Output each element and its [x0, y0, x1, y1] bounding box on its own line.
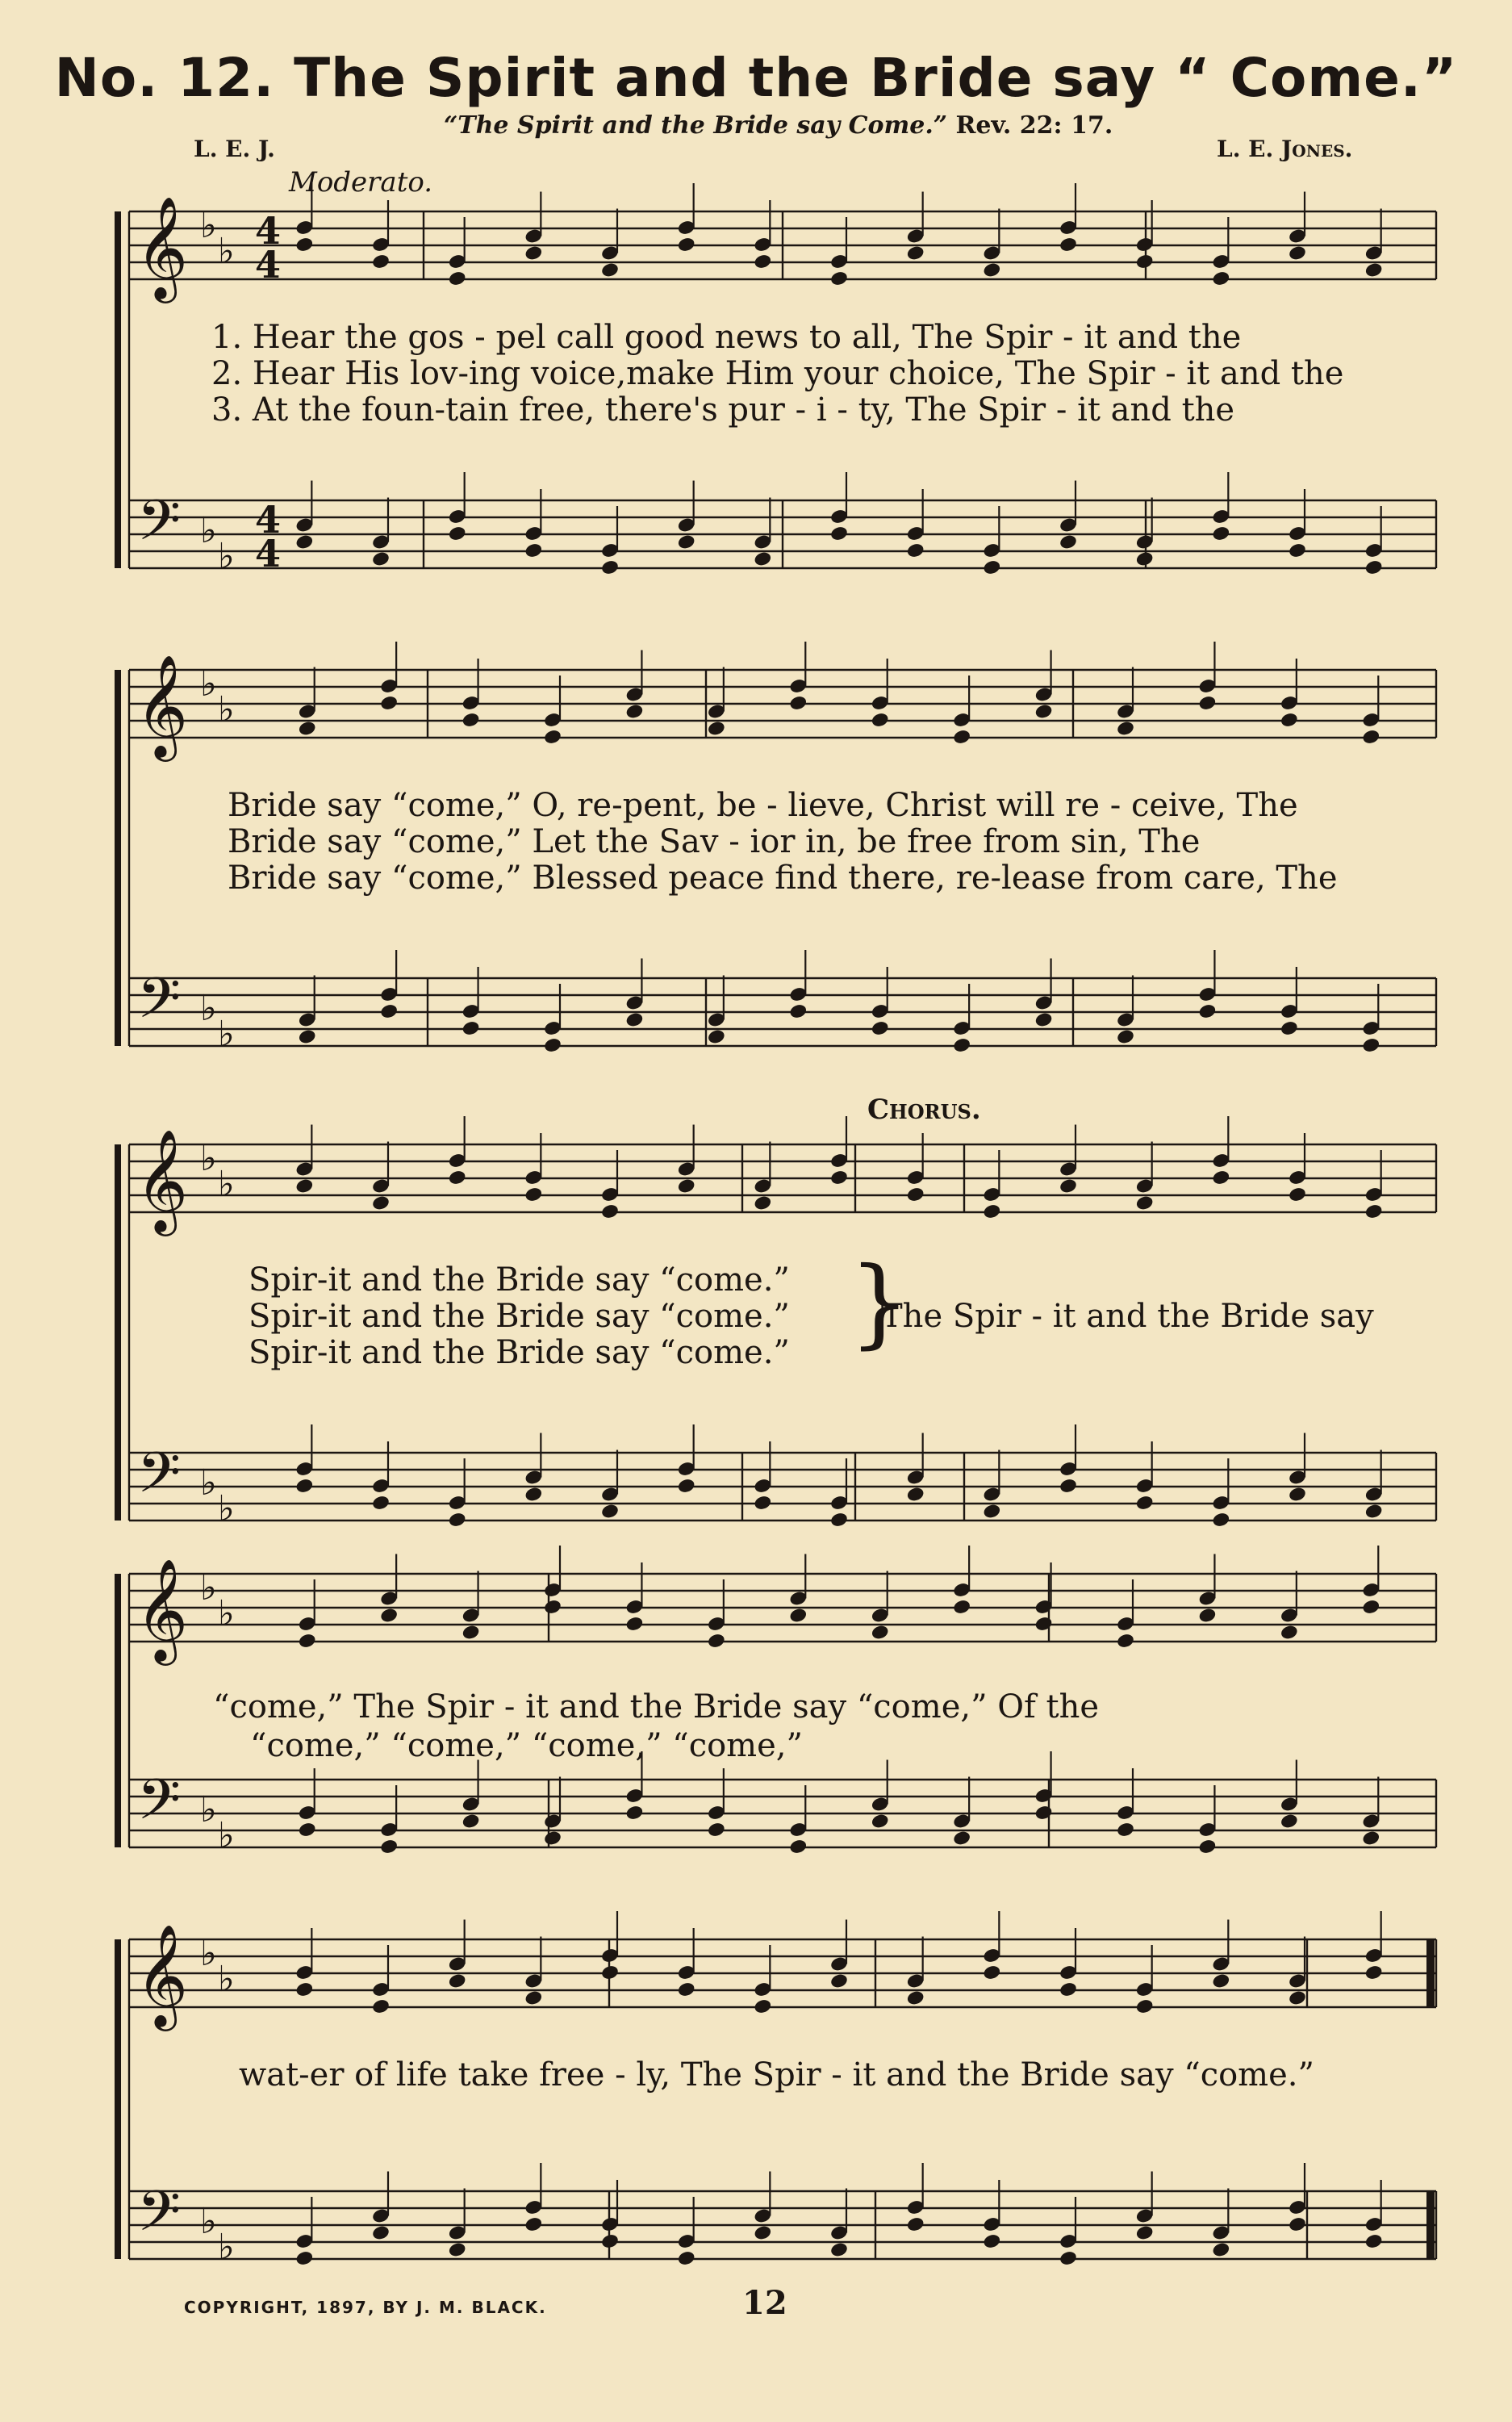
system-1-bass-note	[1211, 525, 1230, 542]
system-2-flat-sign: ♭	[200, 988, 217, 1029]
system-4-treble-note	[624, 1616, 644, 1633]
system-5-treble-note	[906, 1989, 925, 2006]
system-5-bass-note	[829, 2241, 849, 2258]
system-5-bass-note	[1135, 2224, 1155, 2241]
system-5-treble-note	[1211, 1972, 1230, 1989]
lyric-verse-2: Bride say “come,” Let the Sav - ior in, be free from sin, The	[228, 823, 1201, 860]
system-1-flat-sign: ♭	[218, 231, 235, 272]
system-1-treble-note	[1059, 236, 1078, 253]
system-5-bass-note	[1211, 2241, 1230, 2258]
system-3-treble-clef: 𝄞	[136, 1128, 189, 1232]
system-1-treble-note	[753, 253, 772, 270]
system-3-treble-note	[1364, 1203, 1384, 1220]
lyric-verse-3: Bride say “come,” Blessed peace find there, re-lease from care, The	[228, 860, 1338, 897]
system-2-treble-note	[1116, 720, 1135, 737]
system-3-treble-note	[294, 1178, 314, 1194]
system-3-treble-note	[448, 1169, 467, 1186]
system-3-bass-note	[371, 1495, 391, 1512]
system-2-flat-sign: ♭	[218, 1014, 235, 1055]
system-3-treble-note	[982, 1203, 1001, 1220]
chorus-lyric: The Spir - it and the Bride say	[881, 1298, 1374, 1335]
system-1-flat-sign: ♭	[200, 510, 217, 551]
system-3-treble-note	[677, 1178, 696, 1194]
system-4-treble-note	[1280, 1624, 1299, 1641]
system-4-bass-note	[707, 1822, 726, 1838]
system-2-bass-note	[1034, 1011, 1054, 1028]
system-1-treble-note	[677, 236, 696, 253]
scripture-quote: “The Spirit and the Bride say Come.”	[444, 111, 948, 140]
system-1-bass-clef: 𝄢	[137, 487, 182, 567]
system-3-flat-sign: ♭	[200, 1138, 217, 1179]
system-1-treble-note	[829, 270, 849, 287]
system-4-treble-note	[1361, 1599, 1380, 1616]
system-2-bass-note	[1116, 1028, 1135, 1045]
system-3-treble-note	[1059, 1178, 1078, 1194]
system-4-bass-note	[1116, 1822, 1135, 1838]
system-4-treble-note	[1197, 1607, 1217, 1624]
system-3-treble-note	[1135, 1194, 1155, 1211]
system-4-bass-note	[871, 1813, 890, 1830]
system-4-treble-clef: 𝄞	[136, 1558, 189, 1661]
system-5-bass-clef: 𝄢	[137, 2178, 182, 2257]
system-3-bass-note	[1211, 1512, 1230, 1529]
time-signature-bass: 4	[255, 498, 282, 542]
system-1-bass-note	[1059, 533, 1078, 550]
system-1-bass-note	[600, 559, 620, 576]
chorus-lyric-final: wat-er of life take free - ly, The Spir - it and the Bride say “come.”	[239, 2056, 1314, 2094]
system-1-bass-note	[294, 533, 314, 550]
lyric-verse-1: Bride say “come,” O, re-pent, be - lieve, Christ will re - ceive, The	[228, 787, 1298, 824]
system-2-bass-note	[871, 1020, 890, 1037]
system-3-treble-note	[1211, 1169, 1230, 1186]
system-5-system-bar	[115, 1939, 121, 2259]
system-4-bass-note	[952, 1830, 971, 1847]
system-2-bass-note	[379, 1003, 399, 1020]
system-3-bass-note	[677, 1478, 696, 1495]
final-barline	[1426, 2191, 1435, 2259]
hymn-title: No. 12. The Spirit and the Bride say “ Come.”	[54, 47, 1458, 109]
system-4-treble-note	[1116, 1633, 1135, 1650]
system-5-bass-note	[1059, 2250, 1078, 2267]
system-4-bass-note	[1361, 1830, 1380, 1847]
system-5-bass-note	[1364, 2233, 1384, 2250]
system-2-treble-note	[1034, 703, 1054, 720]
system-1-treble-note	[906, 245, 925, 261]
system-3-bass-note	[1135, 1495, 1155, 1512]
system-1-flat-sign: ♭	[200, 205, 217, 246]
time-signature-treble: 4	[255, 209, 282, 253]
scripture-reference: Rev. 22: 17.	[955, 111, 1113, 140]
system-4-treble-note	[952, 1599, 971, 1616]
lyric-verse-1: 1. Hear the gos - pel call good news to all, The Spir - it and the	[211, 319, 1242, 356]
system-4-treble-note	[543, 1599, 562, 1616]
system-4-treble-note	[788, 1607, 808, 1624]
system-2-treble-note	[707, 720, 726, 737]
system-2-system-bar	[115, 670, 121, 1046]
system-2-treble-note	[788, 695, 808, 712]
system-3-treble-note	[1288, 1186, 1307, 1203]
system-4-treble-note	[707, 1633, 726, 1650]
system-2-bass-note	[952, 1037, 971, 1054]
system-5-treble-note	[294, 1981, 314, 1998]
system-4-bass-note	[379, 1838, 399, 1855]
chorus-lyric-echo: “come,” “come,” “come,” “come,”	[250, 1727, 803, 1764]
system-3-bass-note	[448, 1512, 467, 1529]
system-5-treble-note	[371, 1998, 391, 2015]
system-2-flat-sign: ♭	[200, 663, 217, 705]
system-1-treble-note	[524, 245, 543, 261]
system-5-bass-note	[448, 2241, 467, 2258]
system-3-flat-sign: ♭	[218, 1488, 235, 1529]
system-4-bass-note	[543, 1830, 562, 1847]
system-1-bass-note	[906, 542, 925, 559]
system-3-bass-note	[1364, 1503, 1384, 1520]
system-5-treble-note	[524, 1989, 543, 2006]
copyright-notice: COPYRIGHT, 1897, BY J. M. BLACK.	[184, 2298, 547, 2317]
time-signature-treble: 4	[255, 243, 282, 287]
system-2-treble-note	[462, 712, 481, 729]
system-5-flat-sign: ♭	[200, 1933, 217, 1974]
system-5-bass-note	[677, 2250, 696, 2267]
system-1-treble-note	[982, 261, 1001, 278]
system-4-system-bar	[115, 1574, 121, 1847]
system-2-bass-note	[788, 1003, 808, 1020]
system-5-treble-note	[1288, 1989, 1307, 2006]
system-2-bass-note	[462, 1020, 481, 1037]
system-1-treble-note	[294, 236, 314, 253]
system-4-bass-note	[1280, 1813, 1299, 1830]
system-2-treble-note	[952, 729, 971, 746]
page-number: 12	[742, 2284, 787, 2322]
system-1-bass-note	[371, 550, 391, 567]
system-2-treble-note	[543, 729, 562, 746]
system-1-bass-note	[1135, 550, 1155, 567]
lyric-verse-1: Spir-it and the Bride say “come.”	[249, 1261, 790, 1299]
lyric-verse-2: Spir-it and the Bride say “come.”	[249, 1298, 790, 1335]
system-1-system-bar	[115, 211, 121, 568]
system-4-treble-note	[462, 1624, 481, 1641]
system-3-bass-note	[982, 1503, 1001, 1520]
system-2-treble-note	[1361, 729, 1380, 746]
system-2-bass-note	[707, 1028, 726, 1045]
system-2-bass-note	[1361, 1037, 1380, 1054]
system-1-bass-note	[677, 533, 696, 550]
system-3-bass-note	[600, 1503, 620, 1520]
system-2-treble-clef: 𝄞	[136, 654, 189, 757]
system-4-flat-sign: ♭	[218, 1593, 235, 1634]
system-4-treble-note	[1034, 1616, 1054, 1633]
system-1-treble-note	[1364, 261, 1384, 278]
system-5-bass-note	[524, 2216, 543, 2233]
system-5-bass-note	[600, 2233, 620, 2250]
system-3-bass-note	[906, 1486, 925, 1503]
system-4-bass-note	[624, 1805, 644, 1822]
system-1-bass-note	[829, 525, 849, 542]
system-1-treble-clef: 𝄞	[136, 195, 189, 299]
system-3-treble-note	[600, 1203, 620, 1220]
system-1-treble-note	[448, 270, 467, 287]
system-3-treble-note	[829, 1169, 849, 1186]
system-5-treble-clef: 𝄞	[136, 1923, 189, 2027]
system-4-treble-note	[298, 1633, 317, 1650]
composer-credit: L. E. Jones.	[1217, 136, 1353, 162]
system-4-bass-note	[1034, 1805, 1054, 1822]
system-5-treble-note	[448, 1972, 467, 1989]
system-5-treble-note	[1364, 1964, 1384, 1981]
system-4-bass-note	[462, 1813, 481, 1830]
system-1-bass-note	[1288, 542, 1307, 559]
system-3-flat-sign: ♭	[218, 1164, 235, 1205]
system-4-bass-note	[788, 1838, 808, 1855]
chorus-label: Chorus.	[867, 1094, 981, 1126]
system-5-bass-note	[982, 2233, 1001, 2250]
system-5-treble-note	[1135, 1998, 1155, 2015]
final-barline	[1426, 1939, 1435, 2007]
system-5-treble-note	[982, 1964, 1001, 1981]
system-4-bass-note	[298, 1822, 317, 1838]
system-5-treble-note	[753, 1998, 772, 2015]
system-5-bass-note	[906, 2216, 925, 2233]
system-3-system-bar	[115, 1144, 121, 1521]
system-1-treble-note	[1288, 245, 1307, 261]
system-2-bass-note	[1280, 1020, 1299, 1037]
system-2-bass-note	[543, 1037, 562, 1054]
system-3-treble-note	[906, 1186, 925, 1203]
lyric-verse-3: Spir-it and the Bride say “come.”	[249, 1334, 790, 1371]
system-2-bass-note	[1197, 1003, 1217, 1020]
time-signature-bass: 4	[255, 532, 282, 575]
system-2-flat-sign: ♭	[218, 689, 235, 730]
system-5-bass-note	[753, 2224, 772, 2241]
system-1-bass-note	[448, 525, 467, 542]
system-5-treble-note	[677, 1981, 696, 1998]
chorus-lyric-main: “come,” The Spir - it and the Bride say “come,” Of the	[213, 1688, 1100, 1726]
system-3-flat-sign: ♭	[200, 1462, 217, 1504]
system-3-bass-note	[753, 1495, 772, 1512]
system-1-treble-note	[600, 261, 620, 278]
system-4-treble-note	[379, 1607, 399, 1624]
system-2-treble-note	[1280, 712, 1299, 729]
system-4-flat-sign: ♭	[218, 1815, 235, 1856]
system-5-treble-note	[600, 1964, 620, 1981]
system-5-flat-sign: ♭	[200, 2201, 217, 2242]
system-5-bass-note	[294, 2250, 314, 2267]
system-3-bass-note	[524, 1486, 543, 1503]
system-2-bass-note	[624, 1011, 644, 1028]
system-5-treble-note	[829, 1972, 849, 1989]
system-3-treble-note	[753, 1194, 772, 1211]
system-5-flat-sign: ♭	[218, 1959, 235, 2000]
system-3-bass-note	[1288, 1486, 1307, 1503]
system-3-bass-clef: 𝄢	[137, 1440, 182, 1519]
system-3-bass-note	[1059, 1478, 1078, 1495]
system-1-bass-note	[753, 550, 772, 567]
system-2-bass-clef: 𝄢	[137, 965, 182, 1044]
system-3-bass-note	[294, 1478, 314, 1495]
system-3-treble-note	[371, 1194, 391, 1211]
system-4-flat-sign: ♭	[200, 1567, 217, 1608]
tempo-marking: Moderato.	[289, 166, 433, 199]
system-2-treble-note	[379, 695, 399, 712]
system-1-flat-sign: ♭	[218, 536, 235, 577]
system-2-treble-note	[1197, 695, 1217, 712]
system-1-treble-note	[371, 253, 391, 270]
system-1-bass-note	[524, 542, 543, 559]
system-5-treble-note	[1059, 1981, 1078, 1998]
system-4-bass-clef: 𝄢	[137, 1767, 182, 1846]
system-1-bass-note	[982, 559, 1001, 576]
system-2-bass-note	[298, 1028, 317, 1045]
system-1-bass-note	[1364, 559, 1384, 576]
lyricist-credit: L. E. J.	[194, 136, 275, 162]
verse-brace: }	[849, 1247, 911, 1359]
lyric-verse-2: 2. Hear His lov-ing voice,make Him your choice, The Spir - it and the	[211, 355, 1344, 392]
system-2-treble-note	[298, 720, 317, 737]
system-1-treble-note	[1135, 253, 1155, 270]
system-2-treble-note	[871, 712, 890, 729]
system-3-treble-note	[524, 1186, 543, 1203]
lyric-verse-3: 3. At the foun-tain free, there's pur - i - ty, The Spir - it and the	[211, 391, 1235, 429]
system-3-bass-note	[829, 1512, 849, 1529]
system-5-bass-note	[1288, 2216, 1307, 2233]
system-2-treble-note	[624, 703, 644, 720]
system-1-treble-note	[1211, 270, 1230, 287]
system-4-bass-note	[1197, 1838, 1217, 1855]
system-5-flat-sign: ♭	[218, 2227, 235, 2268]
system-4-flat-sign: ♭	[200, 1789, 217, 1830]
system-5-bass-note	[371, 2224, 391, 2241]
system-4-treble-note	[871, 1624, 890, 1641]
